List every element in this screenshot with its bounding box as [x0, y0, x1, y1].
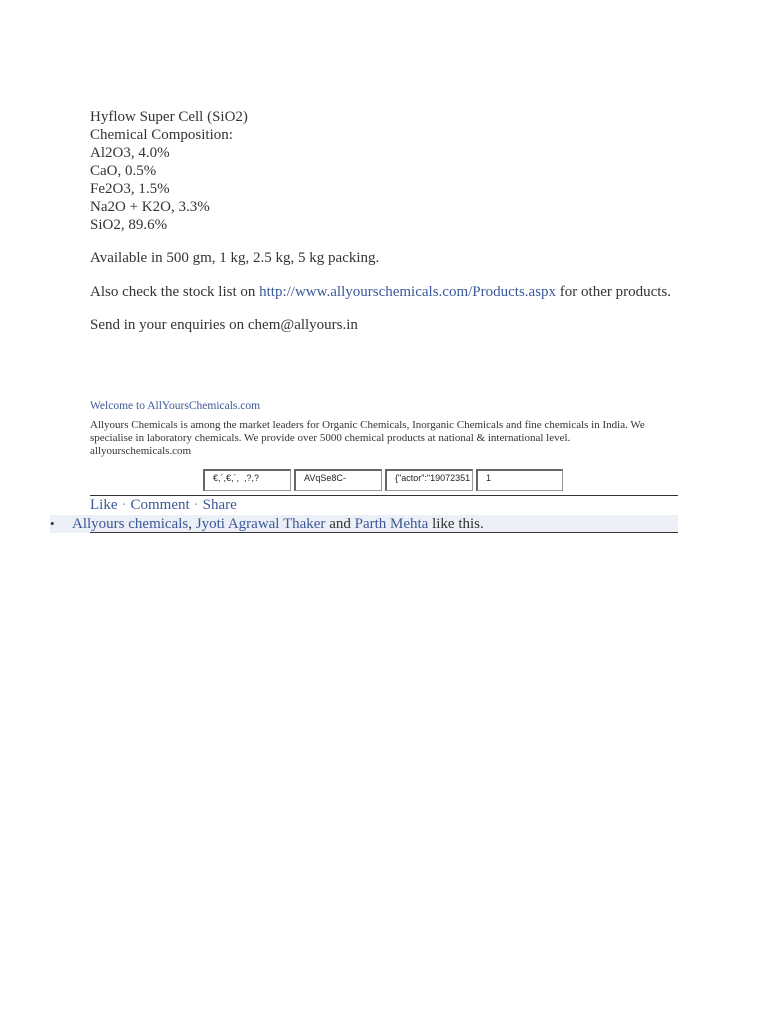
attachment-title-link[interactable]: Welcome to AllYoursChemicals.com [90, 400, 261, 412]
composition-fe2o3: Fe2O3, 1.5% [90, 181, 170, 197]
composition-cao: CaO, 0.5% [90, 163, 157, 179]
likes-text [72, 515, 484, 533]
composition-na2o-k2o: Na2O + K2O, 3.3% [90, 199, 210, 215]
attachment-description-text: Allyours Chemicals is among the market leaders for Organic Chemicals, Inorganic Chemicals and fine chemicals in India. We specialise in laboratory chemicals. We provide over 5000 chemical products at national & international level. [90, 419, 645, 444]
comment-link[interactable]: Comment [130, 497, 190, 513]
liker-link-parth[interactable]: Parth Mehta [354, 516, 429, 532]
form-field-actor[interactable] [385, 469, 473, 491]
likes-and: and [329, 516, 351, 532]
enquiries-text: Send in your enquiries on chem@allyours.in [90, 317, 358, 333]
composition-heading: Chemical Composition: [90, 127, 233, 143]
story-actions [90, 497, 237, 514]
attachment-description [90, 419, 675, 458]
form-field-flag[interactable] [476, 469, 563, 491]
divider-bottom [90, 532, 678, 533]
stock-prefix: Also check the stock list on [90, 284, 260, 300]
product-title: Hyflow Super Cell (SiO2) [90, 109, 248, 125]
composition-al2o3: Al2O3, 4.0% [90, 145, 170, 161]
action-separator: · [193, 497, 199, 513]
action-separator: · [121, 497, 127, 513]
product-description [90, 108, 690, 234]
composition-sio2: SiO2, 89.6% [90, 217, 168, 233]
divider-top [90, 495, 678, 496]
liker-link-jyoti[interactable]: Jyoti Agrawal Thaker [195, 516, 326, 532]
liker-link-allyours[interactable]: Allyours chemicals [72, 516, 189, 532]
stock-list-text [90, 283, 671, 301]
likes-comma: , [188, 516, 192, 532]
likes-summary [50, 515, 678, 533]
form-field-charset[interactable] [203, 469, 291, 491]
share-link[interactable]: Share [202, 497, 237, 513]
stock-list-link[interactable]: http://www.allyourschemicals.com/Products.aspx [259, 284, 557, 300]
availability-text: Available in 500 gm, 1 kg, 2.5 kg, 5 kg packing. [90, 250, 380, 266]
like-link[interactable]: Like [90, 497, 118, 513]
bullet-icon: • [50, 516, 55, 531]
stock-suffix: for other products. [556, 284, 672, 300]
likes-suffix: like this. [432, 516, 484, 532]
form-field-token[interactable] [294, 469, 382, 491]
attachment-domain: allyourschemicals.com [90, 445, 192, 457]
